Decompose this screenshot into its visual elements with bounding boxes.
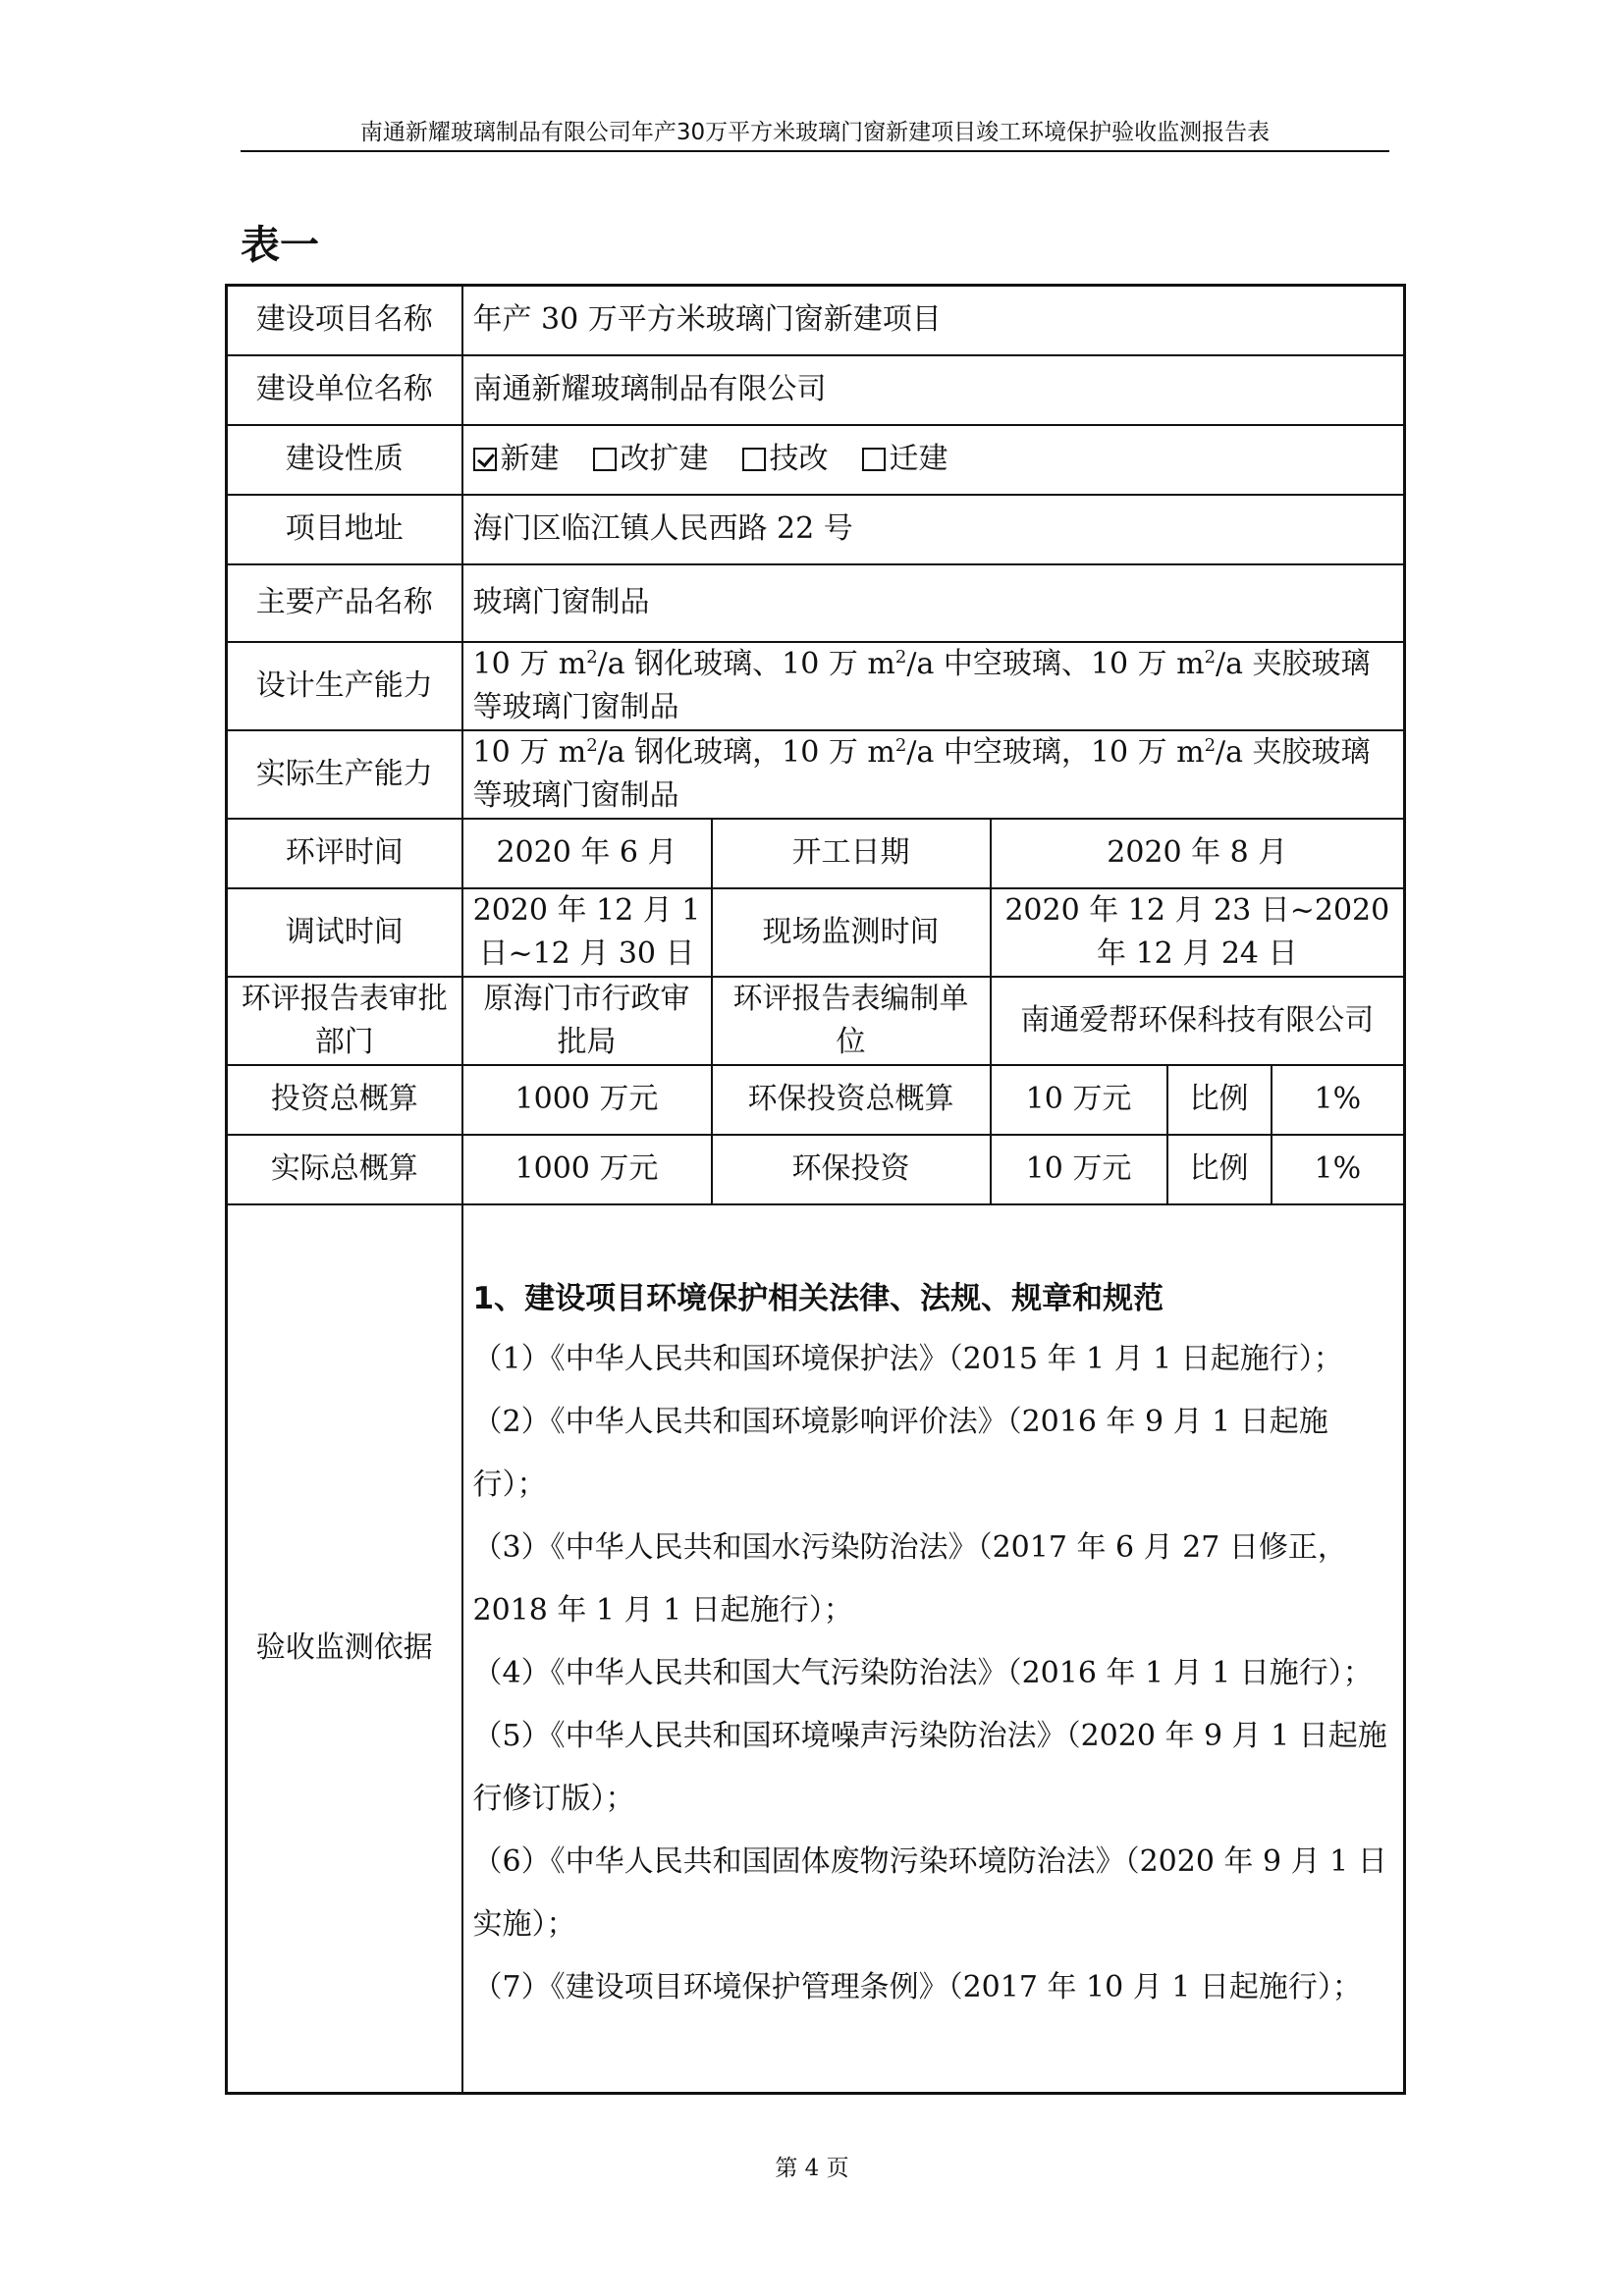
nature-option-expand[interactable] bbox=[593, 438, 709, 481]
compile-unit-label: 环评报告表编制单位 bbox=[712, 977, 991, 1065]
header-rule bbox=[241, 150, 1389, 152]
product-label: 主要产品名称 bbox=[227, 564, 462, 642]
ratio2-label: 比例 bbox=[1167, 1135, 1272, 1204]
compile-unit-value: 南通爱帮环保科技有限公司 bbox=[991, 977, 1405, 1065]
invest-total-value: 1000 万元 bbox=[462, 1065, 712, 1135]
section-title: 表一 bbox=[241, 223, 319, 268]
nature-option-tech[interactable] bbox=[742, 438, 829, 481]
project-info-table bbox=[225, 284, 1406, 2095]
table-row bbox=[227, 495, 1405, 564]
project-name-value: 年产 30 万平方米玻璃门窗新建项目 bbox=[462, 286, 1405, 355]
table-row bbox=[227, 1065, 1405, 1135]
monitor-time-label: 现场监测时间 bbox=[712, 888, 991, 977]
table-row bbox=[227, 564, 1405, 642]
address-label: 项目地址 bbox=[227, 495, 462, 564]
monitor-time-value: 2020 年 12 月 23 日~2020 年 12 月 24 日 bbox=[991, 888, 1405, 977]
actual-capacity-label: 实际生产能力 bbox=[227, 730, 462, 819]
unchecked-box-icon bbox=[593, 448, 617, 471]
table-row bbox=[227, 888, 1405, 977]
env-invest-value: 10 万元 bbox=[991, 1135, 1167, 1204]
law-item: （2）《中华人民共和国环境影响评价法》（2016 年 9 月 1 日起施行）； bbox=[472, 1405, 1328, 1503]
checked-box-icon bbox=[473, 448, 497, 471]
option-label: 改扩建 bbox=[620, 442, 709, 476]
env-invest-total-label: 环保投资总概算 bbox=[712, 1065, 991, 1135]
approval-dept-label: 环评报告表审批部门 bbox=[227, 977, 462, 1065]
basis-content bbox=[462, 1204, 1405, 2094]
nature-label: 建设性质 bbox=[227, 425, 462, 495]
approval-dept-value: 原海门市行政审批局 bbox=[462, 977, 712, 1065]
actual-capacity-value: 10 万 $m^2/a$ 钢化玻璃，10 万 $m^2/a$ 中空玻璃，10 万 $m^2/a$ 夹胶玻璃等玻璃门窗制品 bbox=[462, 730, 1405, 819]
table-row bbox=[227, 730, 1405, 819]
table-row bbox=[227, 425, 1405, 495]
actual-total-value: 1000 万元 bbox=[462, 1135, 712, 1204]
eia-time-label: 环评时间 bbox=[227, 819, 462, 888]
page-number: 第 4 页 bbox=[775, 2156, 849, 2181]
law-item: （6）《中华人民共和国固体废物污染环境防治法》（2020 年 9 月 1 日实施）； bbox=[472, 1844, 1387, 1943]
invest-total-label: 投资总概算 bbox=[227, 1065, 462, 1135]
env-invest-label: 环保投资 bbox=[712, 1135, 991, 1204]
law-item: （7）《建设项目环境保护管理条例》（2017 年 10 月 1 日起施行）； bbox=[472, 1970, 1362, 2005]
design-capacity-value: 10 万 $m^2/a$ 钢化玻璃、10 万 $m^2/a$ 中空玻璃、10 万 $m^2/a$ 夹胶玻璃等玻璃门窗制品 bbox=[462, 642, 1405, 730]
unchecked-box-icon bbox=[862, 448, 886, 471]
page-header: 南通新耀玻璃制品有限公司年产30万平方米玻璃门窗新建项目竣工环境保护验收监测报告表 bbox=[359, 120, 1271, 145]
option-label: 技改 bbox=[769, 442, 829, 476]
table-row bbox=[227, 642, 1405, 730]
basis-label: 验收监测依据 bbox=[227, 1204, 462, 2094]
law-item: （4）《中华人民共和国大气污染防治法》（2016 年 1 月 1 日施行）； bbox=[472, 1656, 1373, 1691]
ratio-value: 1% bbox=[1272, 1065, 1405, 1135]
law-item: （1）《中华人民共和国环境保护法》（2015 年 1 月 1 日起施行）； bbox=[472, 1342, 1343, 1377]
table-row bbox=[227, 1135, 1405, 1204]
ratio2-value: 1% bbox=[1272, 1135, 1405, 1204]
table-row bbox=[227, 977, 1405, 1065]
start-date-value: 2020 年 8 月 bbox=[991, 819, 1405, 888]
table-row bbox=[227, 819, 1405, 888]
nature-option-relocate[interactable] bbox=[862, 438, 948, 481]
unit-label: 建设单位名称 bbox=[227, 355, 462, 425]
basis-heading: 1、建设项目环境保护相关法律、法规、规章和规范 bbox=[472, 1281, 1164, 1317]
nature-options bbox=[462, 425, 1405, 495]
env-invest-total-value: 10 万元 bbox=[991, 1065, 1167, 1135]
table-row bbox=[227, 1204, 1405, 2094]
law-item: （5）《中华人民共和国环境噪声污染防治法》（2020 年 9 月 1 日起施行修订版）； bbox=[472, 1719, 1387, 1817]
project-name-label: 建设项目名称 bbox=[227, 286, 462, 355]
unit-value: 南通新耀玻璃制品有限公司 bbox=[462, 355, 1405, 425]
ratio-label: 比例 bbox=[1167, 1065, 1272, 1135]
debug-time-value: 2020 年 12 月 1 日~12 月 30 日 bbox=[462, 888, 712, 977]
option-label: 迁建 bbox=[889, 442, 948, 476]
debug-time-label: 调试时间 bbox=[227, 888, 462, 977]
design-capacity-label: 设计生产能力 bbox=[227, 642, 462, 730]
eia-time-value: 2020 年 6 月 bbox=[462, 819, 712, 888]
unchecked-box-icon bbox=[742, 448, 766, 471]
law-item: （3）《中华人民共和国水污染防治法》（2017 年 6 月 27 日修正，2018 年 1 月 1 日起施行）； bbox=[472, 1530, 1347, 1629]
table-row bbox=[227, 286, 1405, 355]
actual-total-label: 实际总概算 bbox=[227, 1135, 462, 1204]
table-row bbox=[227, 355, 1405, 425]
start-date-label: 开工日期 bbox=[712, 819, 991, 888]
product-value: 玻璃门窗制品 bbox=[462, 564, 1405, 642]
address-value: 海门区临江镇人民西路 22 号 bbox=[462, 495, 1405, 564]
option-label: 新建 bbox=[500, 442, 560, 476]
nature-option-new[interactable] bbox=[473, 438, 560, 481]
